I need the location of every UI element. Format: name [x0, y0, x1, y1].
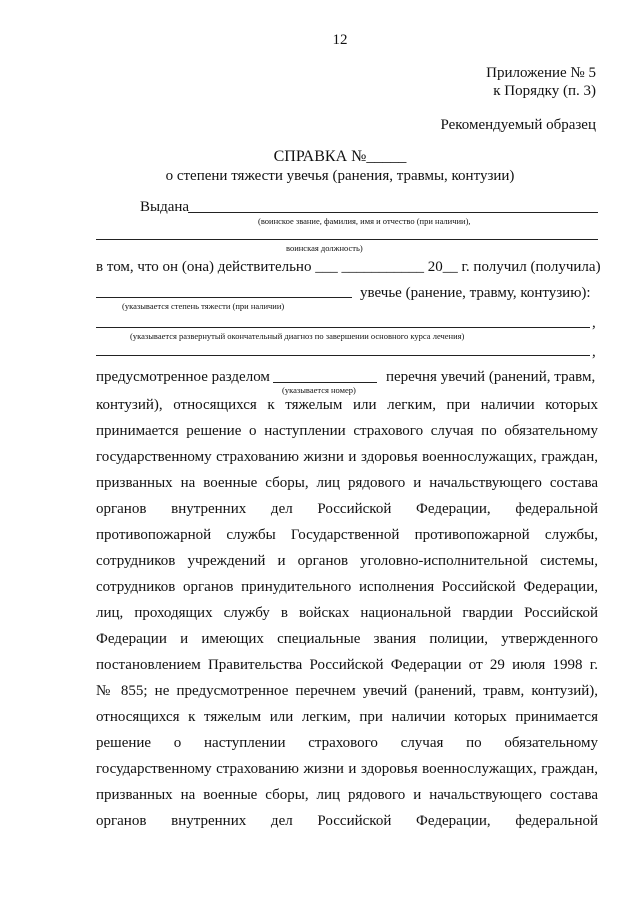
- diagnosis-line-2[interactable]: [96, 355, 590, 356]
- page-number: 12: [332, 32, 348, 48]
- body-line: призванных на военные сборы, лиц рядового и начальствующего состава: [96, 787, 598, 803]
- section-suffix: перечня увечий (ранений, травм,: [386, 369, 596, 385]
- document-subtitle: о степени тяжести увечья (ранения, травмы, контузии): [165, 168, 515, 184]
- body-line: Федерации и имеющих специальные звания полиции, утвержденного: [96, 631, 598, 647]
- body-line: решение о наступлении страхового случая по обязательному: [96, 735, 598, 751]
- hint-position: воинская должность): [286, 243, 363, 253]
- recommended-sample: Рекомендуемый образец: [440, 117, 596, 133]
- appendix-line-1: Приложение № 5: [486, 65, 596, 81]
- comma-1: ,: [592, 315, 596, 331]
- body-line: сотрудников органов принудительного исполнения Российской Федерации,: [96, 579, 598, 595]
- hint-diagnosis: (указывается развернутый окончательный диагноз по завершении основного курса лечения): [130, 331, 465, 341]
- body-line: призванных на военные сборы, лиц рядового и начальствующего состава: [96, 475, 598, 491]
- body-line: контузий), относящихся к тяжелым или легким, при наличии которых: [96, 397, 598, 413]
- body-line: принимается решение о наступлении страхового случая по обязательному: [96, 423, 598, 439]
- severity-line[interactable]: [96, 297, 352, 298]
- hint-rank-name: (воинское звание, фамилия, имя и отчество (при наличии),: [258, 216, 471, 226]
- injury-label: увечье (ранение, травму, контузию):: [360, 285, 591, 301]
- appendix-line-2: к Порядку (п. 3): [493, 83, 596, 99]
- section-number-line[interactable]: [273, 382, 377, 383]
- body-line: № 855; не предусмотренное перечнем увечий (ранений, травм, контузий),: [96, 683, 598, 699]
- body-line: органов внутренних дел Российской Федерации, федеральной: [96, 813, 598, 829]
- diagnosis-line-1[interactable]: [96, 327, 590, 328]
- body-line: органов внутренних дел Российской Федерации, федеральной: [96, 501, 598, 517]
- body-line: сотрудников учреждений и органов уголовно-исполнительной системы,: [96, 553, 598, 569]
- body-line: постановлением Правительства Российской Федерации от 29 июля 1998 г.: [96, 657, 598, 673]
- body-line: государственному страхованию жизни и здоровья военнослужащих, граждан,: [96, 449, 598, 465]
- certify-line: в том, что он (она) действительно ___ ___________ 20__ г. получил (получила): [96, 259, 601, 275]
- position-line[interactable]: [96, 239, 598, 240]
- comma-2: ,: [592, 344, 596, 360]
- hint-number: (указывается номер): [282, 385, 356, 395]
- body-line: лиц, проходящих службу в войсках национальной гвардии Российской: [96, 605, 598, 621]
- body-line: относящихся к тяжелым или легким, при наличии которых принимается: [96, 709, 598, 725]
- section-prefix: предусмотренное разделом: [96, 369, 270, 385]
- hint-severity: (указывается степень тяжести (при наличии): [122, 301, 285, 311]
- document-title: СПРАВКА №_____: [273, 148, 407, 165]
- issued-to-line[interactable]: [188, 212, 598, 213]
- body-line: противопожарной службы Государственной противопожарной службы,: [96, 527, 598, 543]
- issued-label: Выдана: [140, 199, 190, 215]
- body-line: государственному страхованию жизни и здоровья военнослужащих, граждан,: [96, 761, 598, 777]
